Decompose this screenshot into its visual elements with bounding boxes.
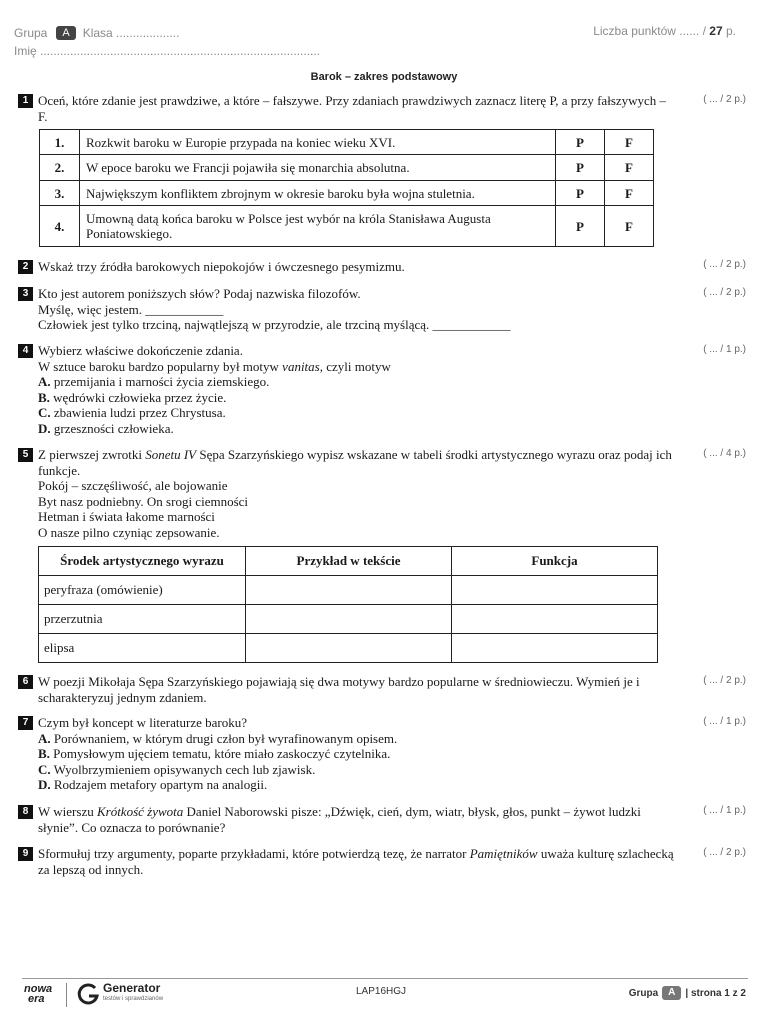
name-field: Imię .................................................................................... — [14, 44, 321, 58]
option-d[interactable]: D. grzeszności człowieka. — [38, 420, 174, 436]
points-summary: Liczba punktów ...... / 27 p. — [593, 24, 736, 38]
answer-cell[interactable] — [452, 576, 658, 605]
nowa-era-logo: nowa era — [24, 983, 53, 1005]
question-9: 9 Sformułuj trzy argumenty, poparte przykładami, które potwierdzą tezę, że narrator Pamiętników uważa kulturę szlachecką za lepszą od innych. — [18, 846, 678, 877]
table-row: 2. W epoce baroku we Francji pojawiła się monarchia absolutna. P F — [40, 155, 654, 181]
poem-line: Pokój – szczęśliwość, ale bojowanie — [38, 478, 228, 493]
test-code: LAP16HGJ — [356, 986, 407, 997]
question-2: 2 Wskaż trzy źródła barokowych niepokojów i ówczesnego pesymizmu. — [18, 259, 678, 275]
page-title: Barok – zakres podstawowy — [310, 71, 458, 83]
question-6: 6 W poezji Mikołaja Sępa Szarzyńskiego pojawiają się dwa motywy bardzo popularne w średniowieczu. Wymień je i scharakteryzuj jednym zdaniem. — [18, 674, 678, 705]
option-a[interactable]: A. przemijania i marności życia ziemskiego. — [38, 374, 270, 389]
question-7: 7 Czym był koncept w literaturze baroku? A. Porównaniem, w którym drugi człon był wyrafinowanym opisem. B. Pomysłowym ujęciem tematu, które miało zaskoczyć czytelnika. C. Wyolbrzymieniem opisywanych cech lub zjawisk. D. Rodzajem metafory opartym na analogii. — [18, 715, 678, 793]
true-option[interactable]: P — [556, 181, 605, 206]
true-option[interactable]: P — [556, 130, 605, 155]
generator-logo-icon — [76, 982, 100, 1006]
header-left — [14, 24, 320, 60]
table-row: 3. Największym konfliktem zbrojnym w okresie baroku była wojna stuletnia. P F — [40, 181, 654, 206]
table-row: 4. Umowną datą końca baroku w Polsce jest wybór na króla Stanisława Augusta Poniatowskiego. P F — [40, 206, 654, 247]
answer-cell[interactable] — [452, 605, 658, 634]
generator-title: Generator — [103, 981, 161, 995]
table-row: przerzutnia — [39, 605, 658, 634]
true-false-table — [39, 129, 654, 247]
answer-cell[interactable] — [246, 576, 452, 605]
option-c[interactable]: C. Wyolbrzymieniem opisywanych cech lub zjawisk. — [38, 761, 316, 777]
question-text: Oceń, które zdanie jest prawdziwe, a które – fałszywe. Przy zdaniach prawdziwych zaznacz literę P, a przy fałszywych – F. — [38, 93, 667, 124]
question-5: 5 Z pierwszej zwrotki Sonetu IV Sępa Szarzyńskiego wypisz wskazane w tabeli środki artystycznego wyrazu oraz podaj ich funkcje. Pokój – szczęśliwość, ale bojowanie Byt nasz podniebny. On srogi ciemności Hetman i świata łakome marności O nasze pilno czyniąc zepsowanie. — [18, 447, 678, 540]
question-8: 8 W wierszu Krótkość żywota Daniel Naborowski pisze: „Dźwięk, cień, dym, wiatr, błysk, głos, punkt – żywot ludzki słynie”. Co oznacza to porównanie? — [18, 804, 678, 835]
poem-line: Hetman i świata łakome marności — [38, 509, 215, 524]
class-field: Klasa ................... — [82, 26, 180, 40]
generator-subtitle: testów i sprawdzianów — [103, 996, 164, 1002]
option-d[interactable]: D. Rodzajem metafory opartym na analogii. — [38, 777, 268, 792]
question-number: 1 — [18, 94, 33, 108]
option-b[interactable]: B. wędrówki człowieka przez życie. — [38, 389, 227, 405]
footer-separator — [66, 983, 67, 1007]
points-total: 27 — [709, 24, 723, 38]
false-option[interactable]: F — [605, 155, 654, 181]
false-option[interactable]: F — [605, 181, 654, 206]
false-option[interactable]: F — [605, 206, 654, 247]
question-points: ( ... / 2 p.) — [703, 94, 746, 105]
answer-cell[interactable] — [452, 634, 658, 663]
question-3: 3 Kto jest autorem poniższych słów? Podaj nazwiska filozofów. Myślę, więc jestem. ____________ Człowiek jest tylko trzciną, najwątlejszą w przyrodzie, ale trzciną myślącą. ____________ — [18, 286, 678, 333]
option-c[interactable]: C. zbawienia ludzi przez Chrystusa. — [38, 405, 226, 420]
devices-table: Środek artystycznego wyrazu Przykład w tekście Funkcja peryfraza (omówienie) przerzutnia elipsa — [38, 546, 658, 663]
answer-cell[interactable] — [246, 634, 452, 663]
footer-divider — [22, 978, 748, 979]
question-4: 4 Wybierz właściwe dokończenie zdania. W sztuce baroku bardzo popularny był motyw vanitas, czyli motyw A. przemijania i marności życia ziemskiego. B. wędrówki człowieka przez życie. C. zbawienia ludzi przez Chrystusa. D. grzeszności człowieka. — [18, 343, 678, 436]
poem-line: Byt nasz podniebny. On srogi ciemności — [38, 493, 249, 509]
option-b[interactable]: B. Pomysłowym ujęciem tematu, które miało zaskoczyć czytelnika. — [38, 746, 391, 761]
table-row: elipsa — [39, 634, 658, 663]
page-number: | strona 1 z 2 — [685, 987, 746, 999]
answer-cell[interactable] — [246, 605, 452, 634]
false-option[interactable]: F — [605, 130, 654, 155]
group-label: Grupa — [14, 26, 48, 40]
true-option[interactable]: P — [556, 206, 605, 247]
table-row: peryfraza (omówienie) — [39, 576, 658, 605]
table-row: 1. Rozkwit baroku w Europie przypada na koniec wieku XVI. P F — [40, 130, 654, 155]
true-option[interactable]: P — [556, 155, 605, 181]
option-a[interactable]: A. Porównaniem, w którym drugi człon był wyrafinowanym opisem. — [38, 730, 398, 746]
poem-line: O nasze pilno czyniąc zepsowanie. — [38, 524, 220, 540]
footer-page-info: Grupa A | strona 1 z 2 — [628, 987, 746, 999]
question-1 — [18, 93, 678, 124]
group-badge: A — [56, 26, 75, 40]
